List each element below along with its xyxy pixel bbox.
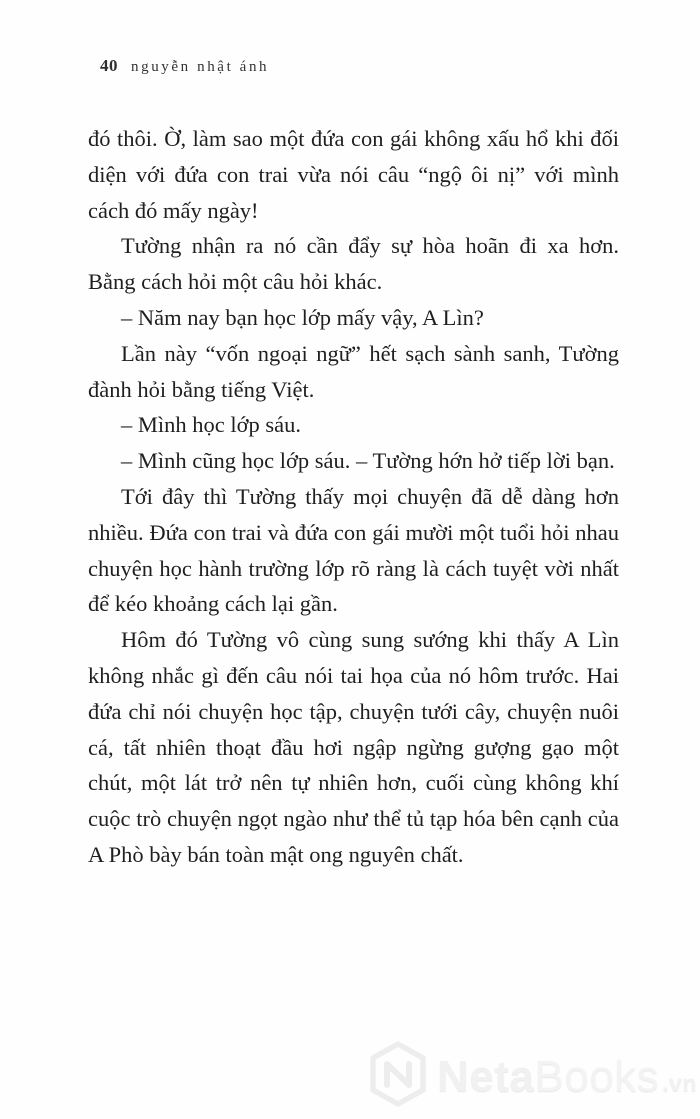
running-header	[100, 56, 269, 76]
netabooks-watermark	[367, 1040, 697, 1113]
watermark-text	[437, 1051, 697, 1101]
page-number: 40	[100, 56, 118, 75]
watermark-brand-primary: Neta	[437, 1051, 535, 1101]
paragraph-dialogue: – Mình cũng học lớp sáu. – Tường hớn hở tiếp lời bạn.	[121, 448, 615, 474]
paragraph: Lần này “vốn ngoại ngữ” hết sạch sành sanh, Tường đành hỏi bằng tiếng Việt.	[88, 340, 619, 402]
paragraph: Tường nhận ra nó cần đẩy sự hòa hoãn đi xa hơn. Bằng cách hỏi một câu hỏi khác.	[88, 233, 619, 295]
paragraph: Tới đây thì Tường thấy mọi chuyện đã dễ dàng hơn nhiều. Đứa con trai và đứa con gái mười một tuổi hỏi nhau chuyện học hành trường lớp rõ ràng là cách tuyệt vời nhất để kéo khoảng cách lại gần.	[88, 483, 619, 617]
paragraph: Hôm đó Tường vô cùng sung sướng khi thấy A Lìn không nhắc gì đến câu nói tai họa của nó hôm trước. Hai đứa chỉ nói chuyện học tập, chuyện tưới cây, chuyện nuôi cá, tất nhiên thoạt đầu hơi ngập ngừng gượng gạo một chút, một lát trở nên tự nhiên hơn, cuối cùng không khí cuộc trò chuyện ngọt ngào như thể tủ tạp hóa bên cạnh của A Phò bày bán toàn mật ong nguyên chất.	[88, 627, 619, 867]
watermark-tld: .vn	[662, 1069, 697, 1096]
author-name: nguyễn nhật ánh	[131, 59, 270, 75]
paragraph: đó thôi. Ờ, làm sao một đứa con gái không xấu hổ khi đối diện với đứa con trai vừa nói câu “ngộ ôi nị” với mình cách đó mấy ngày!	[88, 126, 619, 223]
hexagon-n-logo-icon	[367, 1040, 429, 1113]
body-text	[88, 121, 619, 873]
paragraph-dialogue: – Mình học lớp sáu.	[121, 412, 302, 438]
paragraph-dialogue: – Năm nay bạn học lớp mấy vậy, A Lìn?	[121, 304, 484, 330]
watermark-brand-secondary: Books	[534, 1051, 660, 1101]
